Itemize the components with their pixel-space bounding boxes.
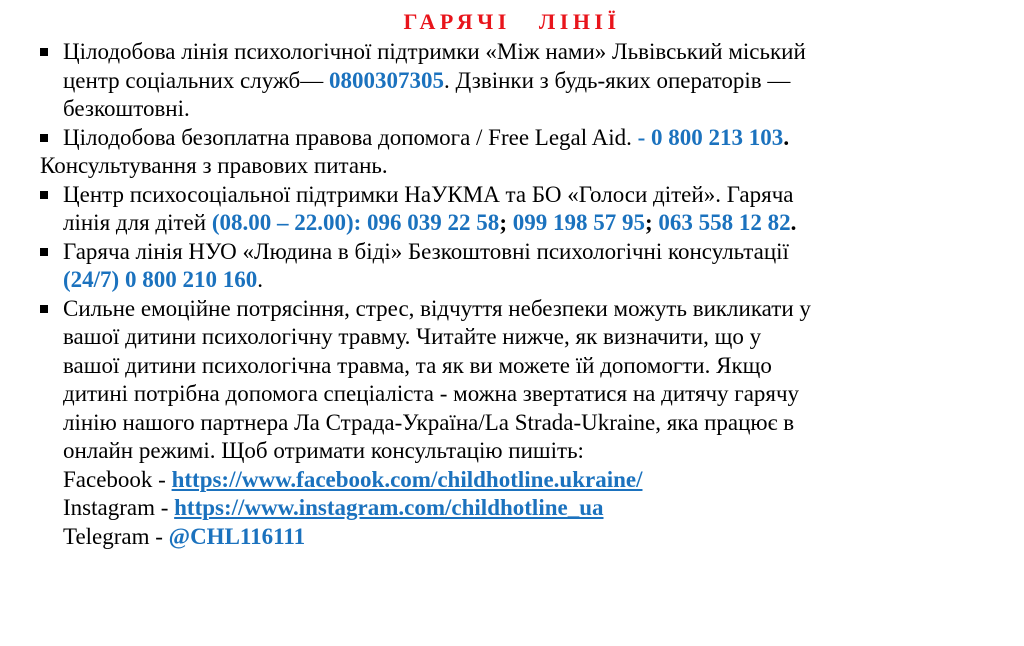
item-line <box>0 380 1024 409</box>
bullet-icon <box>40 134 48 142</box>
item-line <box>0 352 1024 381</box>
phone-number: (24/7) 0 800 210 160 <box>63 267 258 292</box>
hotline-item-lviv <box>0 38 1024 124</box>
item-line <box>0 209 1024 238</box>
item-line <box>0 523 1024 552</box>
bullet-icon <box>40 248 48 256</box>
item-line <box>0 67 1024 96</box>
phone-number: (08.00 – 22.00): 096 039 22 58 <box>211 210 500 235</box>
item-text: . <box>257 267 263 292</box>
telegram-label: Telegram - <box>63 523 169 549</box>
item-line <box>0 494 1024 523</box>
item-text: Сильне емоційне потрясіння, стрес, відчуття небезпеки можуть викликати у <box>63 295 811 321</box>
item-line <box>0 181 1024 210</box>
item-text: Гаряча лінія НУО «Людина в біді» Безкоштовні психологічні консультації <box>63 238 789 264</box>
item-line <box>0 238 1024 267</box>
facebook-label: Facebook - <box>63 466 172 492</box>
item-text: онлайн режимі. Щоб отримати консультацію пишіть: <box>63 438 584 463</box>
item-text: безкоштовні. <box>63 96 190 121</box>
bullet-icon <box>40 191 48 199</box>
item-text: вашої дитини психологічну травму. Читайте нижче, як визначити, що у <box>63 324 762 349</box>
item-line <box>0 295 1024 324</box>
hotline-item-la-strada <box>0 295 1024 552</box>
hotline-item-naukma <box>0 181 1024 238</box>
item-text: Цілодобова безоплатна правова допомога / Free Legal Aid. <box>63 124 638 150</box>
hotline-item-people-in-need <box>0 238 1024 295</box>
item-text: . <box>783 124 790 150</box>
instagram-label: Instagram - <box>63 495 175 520</box>
item-line <box>0 409 1024 438</box>
phone-number: 099 198 57 95 <box>512 210 645 235</box>
facebook-link[interactable]: https://www.facebook.com/childhotline.ukraine/ <box>171 466 643 492</box>
item-line <box>0 152 1024 181</box>
item-line <box>0 95 1024 124</box>
item-text: . <box>790 210 797 235</box>
bullet-icon <box>40 305 48 313</box>
item-line <box>0 437 1024 466</box>
item-text: Центр психосоціальної підтримки НаУКМА та БО «Голоси дітей». Гаряча <box>63 181 794 207</box>
item-line <box>0 266 1024 295</box>
phone-number: - 0 800 213 103 <box>637 124 784 150</box>
separator: ; <box>644 210 659 235</box>
phone-number: 063 558 12 82 <box>658 210 791 235</box>
phone-number: 0800307305 <box>328 67 444 93</box>
item-text: . Дзвінки з будь-яких операторів — <box>443 67 791 93</box>
item-text: лінію нашого партнера Ла Страда-Україна/La Strada-Ukraine, яка працює в <box>63 409 795 435</box>
item-text: лінія для дітей <box>63 210 212 235</box>
bullet-icon <box>40 48 48 56</box>
separator: ; <box>499 210 513 235</box>
item-line <box>0 466 1024 495</box>
item-text: дитині потрібна допомога спеціаліста - можна звертатися на дитячу гарячу <box>63 381 800 406</box>
item-line <box>0 124 1024 153</box>
item-text: Цілодобова лінія психологічної підтримки «Між нами» Львівський міський <box>63 39 806 64</box>
item-text: вашої дитини психологічна травма, та як ви можете їй допомогти. Якщо <box>63 352 772 378</box>
page-title: ГАРЯЧІ ЛІНІЇ <box>403 9 621 34</box>
item-text: центр соціальних служб— <box>63 67 329 93</box>
telegram-handle[interactable]: @CHL116111 <box>168 523 306 549</box>
instagram-link[interactable]: https://www.instagram.com/childhotline_ua <box>174 495 604 520</box>
item-text: Консультування з правових питань. <box>40 153 388 178</box>
item-line <box>0 323 1024 352</box>
item-line <box>0 38 1024 67</box>
hotline-item-legal-aid <box>0 124 1024 181</box>
